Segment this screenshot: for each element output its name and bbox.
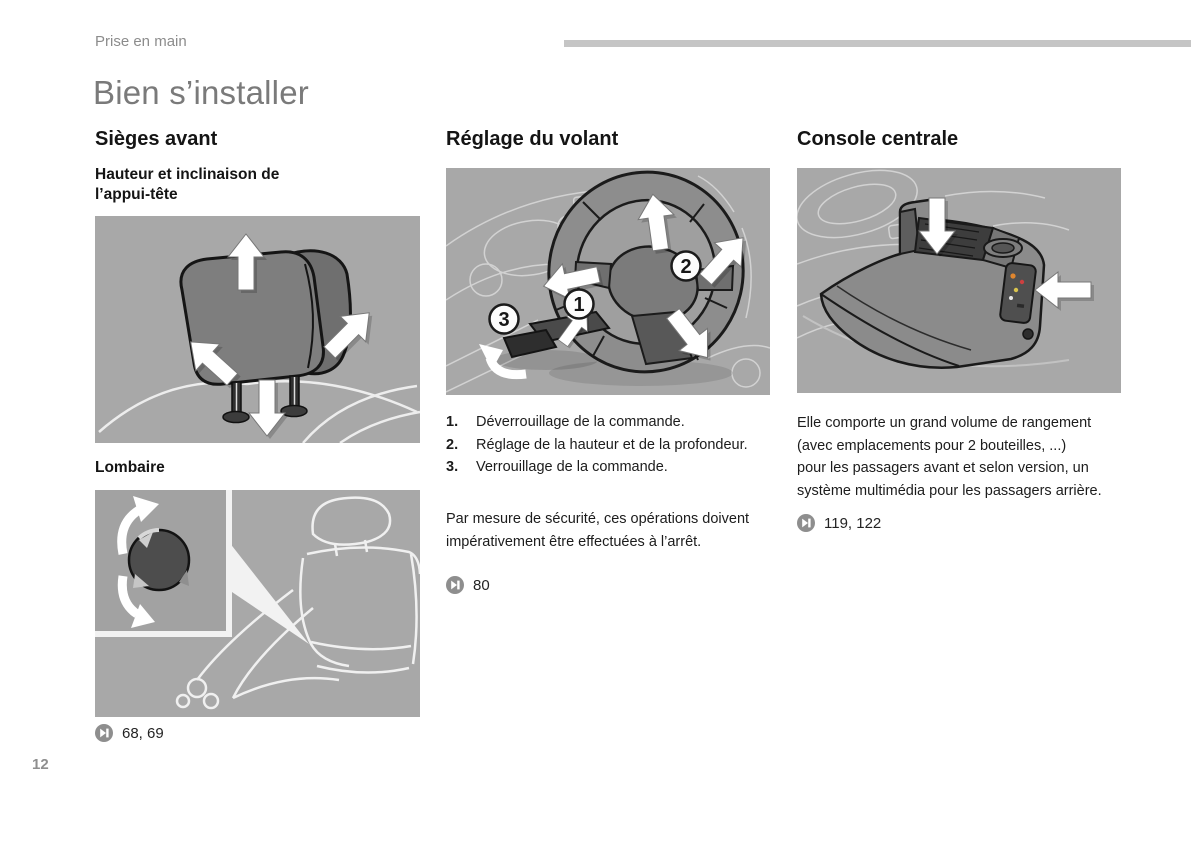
safety-note <box>446 508 781 553</box>
page-reference-icon <box>95 724 113 742</box>
step-text: Déverrouillage de la commande. <box>476 414 685 430</box>
page-reference <box>446 576 490 594</box>
page-reference-icon <box>446 576 464 594</box>
step-item <box>446 411 776 434</box>
console-description-line: système multimédia pour les passagers arrière. <box>797 482 1102 499</box>
safety-note-line: impérativement être effectuées à l’arrêt. <box>446 533 702 550</box>
lumbar-knob-inset <box>95 490 232 637</box>
steps-list <box>446 411 776 479</box>
section-heading-seats: Sièges avant <box>95 128 218 150</box>
step-item <box>446 456 776 479</box>
section-heading-console: Console centrale <box>797 128 959 150</box>
subsection-heading-line: Hauteur et inclinaison de <box>95 166 280 183</box>
lumbar-adjustment-illustration <box>95 490 420 717</box>
page-number: 12 <box>32 756 49 773</box>
breadcrumb: Prise en main <box>95 33 187 50</box>
steering-wheel-adjustment-illustration <box>446 168 770 395</box>
console-description-line: (avec emplacements pour 2 bouteilles, ...) <box>797 437 1067 454</box>
page-title: Bien s’installer <box>93 74 309 111</box>
console-description-line: pour les passagers avant et selon version, un <box>797 460 1089 476</box>
safety-note-line: Par mesure de sécurité, ces opérations doivent <box>446 511 750 527</box>
step-number: 3. <box>446 459 459 475</box>
callout-1 <box>565 290 594 319</box>
page-reference-icon <box>797 514 815 532</box>
page-reference-text: 80 <box>473 576 490 594</box>
step-text: Réglage de la hauteur et de la profondeur. <box>476 436 748 453</box>
page-reference <box>95 724 164 742</box>
step-number: 1. <box>446 414 459 430</box>
subsection-heading-lumbar: Lombaire <box>95 459 165 476</box>
page-reference <box>797 514 881 532</box>
multimedia-panel <box>1000 262 1037 323</box>
callout-2 <box>672 252 701 281</box>
column-front-seats <box>95 128 425 742</box>
console-description-line: Elle comporte un grand volume de rangement <box>797 415 1092 431</box>
console-description <box>797 412 1132 502</box>
column-steering-wheel <box>446 128 776 594</box>
page-reference-text: 68, 69 <box>122 724 164 742</box>
callout-3 <box>490 305 519 334</box>
svg-text:2: 2 <box>680 256 692 278</box>
subsection-heading-headrest <box>95 165 279 205</box>
step-item <box>446 434 776 457</box>
svg-text:3: 3 <box>498 309 510 331</box>
section-heading-steering: Réglage du volant <box>446 128 619 150</box>
page-reference-text: 119, 122 <box>824 514 882 532</box>
headrest-adjustment-illustration <box>95 216 420 443</box>
column-center-console <box>797 128 1127 532</box>
step-text: Verrouillage de la commande. <box>476 459 668 475</box>
header-divider-bar <box>564 40 1191 47</box>
center-console-illustration <box>797 168 1121 393</box>
svg-text:1: 1 <box>573 294 585 316</box>
step-number: 2. <box>446 436 459 453</box>
subsection-heading-line: l’appui-tête <box>95 186 178 203</box>
